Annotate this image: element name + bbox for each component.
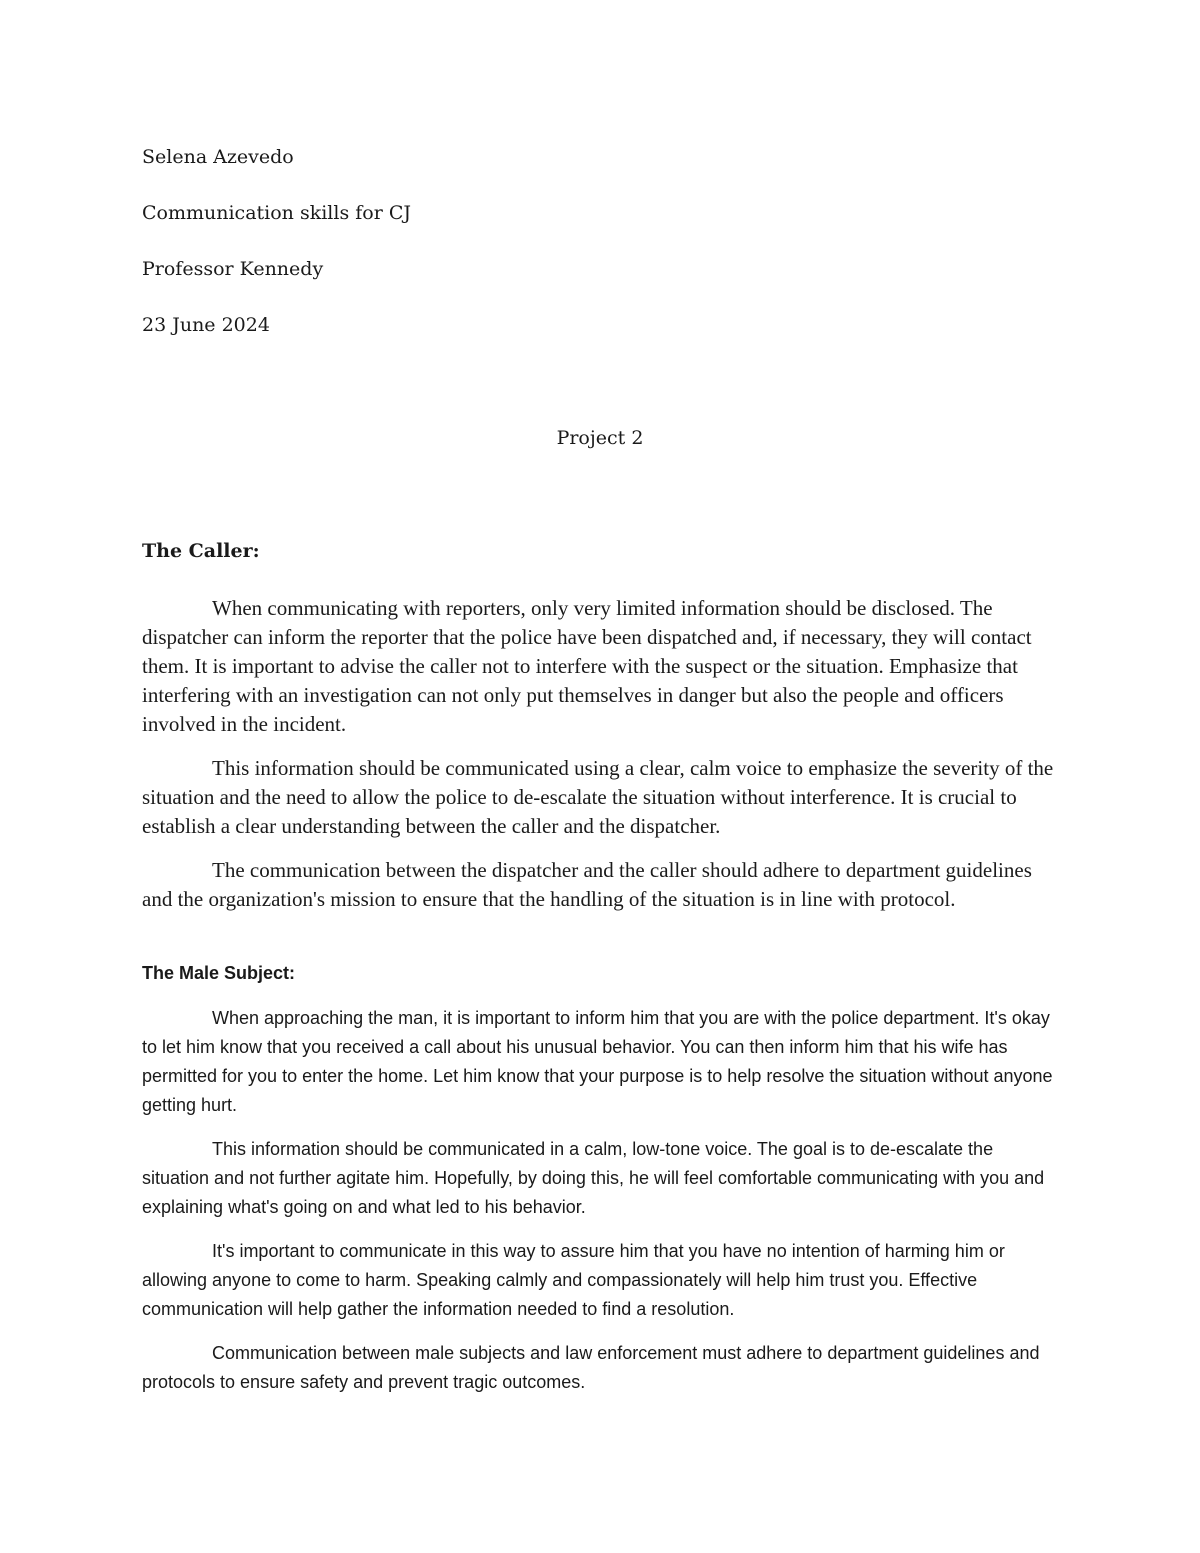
section-heading: The Male Subject: [142,963,296,983]
paragraph: This information should be communicated in a calm, low-tone voice. The goal is to de-escalate the situation and not further agitate him. Hopefully, by doing this, he will feel comfortable communicating with you and explaining what's going on and what led to his behavior. [142,1139,1045,1217]
document-title: Project 2 [556,427,644,449]
course-name: Communication skills for CJ [142,202,411,224]
paragraph: Communication between male subjects and law enforcement must adhere to department guidelines and protocols to ensure safety and prevent tragic outcomes. [142,1343,1040,1392]
paragraph: When communicating with reporters, only very limited information should be disclosed. The dispatcher can inform the reporter that the police have been dispatched and, if necessary, they will contact them. It is important to advise the caller not to interfere with the suspect or the situation. Emphasize that interfering with an investigation can not only put themselves in danger but also the people and officers involved in the incident. [142,596,1032,736]
student-name: Selena Azevedo [142,146,294,168]
paragraph: When approaching the man, it is important to inform him that you are with the police department. It's okay to let him know that you received a call about his unusual behavior. You can then inform him that his wife has permitted for you to enter the home. Let him know that your purpose is to help resolve the situation without anyone getting hurt. [142,1008,1053,1115]
paragraph: It's important to communicate in this way to assure him that you have no intention of harming him or allowing anyone to come to harm. Speaking calmly and compassionately will help him trust you. Effective communication will help gather the information needed to find a resolution. [142,1241,1005,1319]
section-male-subject [142,961,1062,1397]
paragraph: This information should be communicated using a clear, calm voice to emphasize the severity of the situation and the need to allow the police to de-escalate the situation without interference. It is crucial to establish a clear understanding between the caller and the dispatcher. [142,756,1054,838]
section-heading: The Caller: [142,540,260,562]
paragraph: The communication between the dispatcher and the caller should adhere to department guidelines and the organization's mission to ensure that the handling of the situation is in line with protocol. [142,858,1032,911]
section-caller [142,539,1062,914]
professor-name: Professor Kennedy [142,258,324,280]
submission-date: 23 June 2024 [142,314,270,336]
